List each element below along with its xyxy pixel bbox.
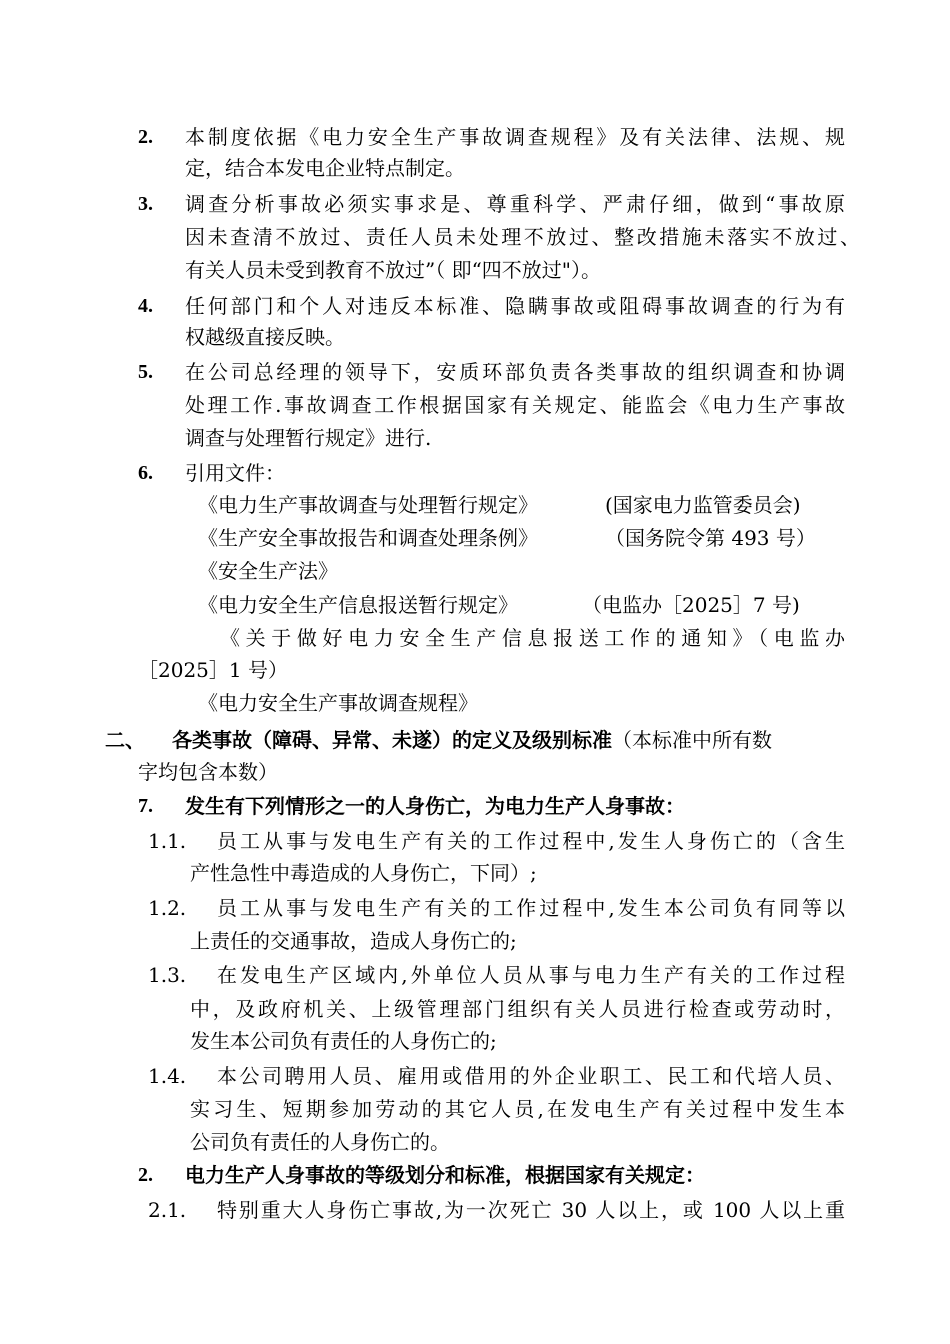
subclause-number: 1.3. bbox=[148, 963, 187, 987]
subclause-text-line: 产性急性中毒造成的人身伤亡，下同）; bbox=[190, 861, 537, 885]
subclause-text-line: 员工从事与发电生产有关的工作过程中,发生本公司负有同等以 bbox=[217, 896, 845, 920]
subclause-text-line: 特别重大人身伤亡事故,为一次死亡 30 人以上，或 100 人以上重 bbox=[217, 1198, 845, 1222]
item-text-line: 调查分析事故必须实事求是、尊重科学、严肃仔细，做到“事故原 bbox=[185, 192, 845, 216]
section-heading-line: 字均包含本数） bbox=[138, 760, 278, 784]
clause-number: 2. bbox=[138, 1164, 153, 1186]
reference-title: 《电力安全生产事故调查规程》 bbox=[198, 691, 478, 715]
reference-title: 《电力安全生产信息报送暂行规定》 bbox=[198, 593, 518, 617]
clause-number: 7. bbox=[138, 795, 153, 817]
subclause-text-line: 在发电生产区域内,外单位人员从事与电力生产有关的工作过程 bbox=[217, 963, 845, 987]
item-number: 6. bbox=[138, 462, 153, 484]
subclause-text-line: 发生本公司负有责任的人身伤亡的; bbox=[190, 1029, 497, 1053]
reference-title: 《生产安全事故报告和调查处理条例》 bbox=[198, 526, 538, 550]
subclause-text-line: 员工从事与发电生产有关的工作过程中,发生人身伤亡的（含生 bbox=[217, 829, 845, 853]
reference-title: 《关于做好电力安全生产信息报送工作的通知》（电监办 bbox=[220, 626, 845, 650]
item-text-line: 有关人员未受到教育不放过”（ 即“四不放过"）。 bbox=[185, 258, 602, 282]
subclause-text-line: 公司负有责任的人身伤亡的。 bbox=[190, 1130, 450, 1154]
clause-heading: 发生有下列情形之一的人身伤亡，为电力生产人身事故： bbox=[185, 794, 685, 818]
item-number: 2. bbox=[138, 126, 153, 148]
reference-title: 《电力生产事故调查与处理暂行规定》 bbox=[198, 493, 538, 517]
subclause-text-line: 本公司聘用人员、雇用或借用的外企业职工、民工和代培人员、 bbox=[217, 1064, 845, 1088]
subclause-number: 1.1. bbox=[148, 829, 187, 853]
reference-source: （国务院令第 493 号） bbox=[605, 526, 816, 550]
subclause-text-line: 中，及政府机关、上级管理部门组织有关人员进行检查或劳动时， bbox=[190, 997, 845, 1021]
item-text-line: 在公司总经理的领导下，安质环部负责各类事故的组织调查和协调 bbox=[185, 360, 845, 384]
section-number: 二、 bbox=[105, 728, 145, 752]
item-number: 4. bbox=[138, 295, 153, 317]
item-text-line: 本制度依据《电力安全生产事故调查规程》及有关法律、法规、规 bbox=[185, 125, 845, 149]
reference-source: （电监办［2025］7 号) bbox=[582, 593, 800, 617]
subclause-text-line: 实习生、短期参加劳动的其它人员,在发电生产有关过程中发生本 bbox=[190, 1097, 845, 1121]
item-text-line: 权越级直接反映。 bbox=[185, 325, 345, 349]
subclause-text-line: 上责任的交通事故，造成人身伤亡的; bbox=[190, 929, 517, 953]
item-text-line: 任何部门和个人对违反本标准、隐瞒事故或阻碍事故调查的行为有 bbox=[185, 294, 845, 318]
reference-source: ［2025］1 号） bbox=[138, 658, 288, 682]
item-number: 5. bbox=[138, 361, 153, 383]
item-text-line: 定，结合本发电企业特点制定。 bbox=[185, 156, 465, 180]
item-number: 3. bbox=[138, 193, 153, 215]
item-text-line: 引用文件： bbox=[185, 461, 285, 485]
item-text-line: 调查与处理暂行规定》进行. bbox=[185, 426, 432, 450]
item-text-line: 处理工作.事故调查工作根据国家有关规定、能监会《电力生产事故 bbox=[185, 393, 845, 417]
subclause-number: 2.1. bbox=[148, 1198, 187, 1222]
subclause-number: 1.4. bbox=[148, 1064, 187, 1088]
reference-source: (国家电力监管委员会) bbox=[605, 493, 801, 517]
item-text-line: 因未查清不放过、责任人员未处理不放过、整改措施未落实不放过、 bbox=[185, 225, 860, 249]
subclause-number: 1.2. bbox=[148, 896, 187, 920]
clause-heading: 电力生产人身事故的等级划分和标准，根据国家有关规定： bbox=[185, 1163, 705, 1187]
reference-title: 《安全生产法》 bbox=[198, 559, 338, 583]
section-heading: 各类事故（障碍、异常、未遂）的定义及级别标准（本标准中所有数 bbox=[172, 728, 772, 752]
